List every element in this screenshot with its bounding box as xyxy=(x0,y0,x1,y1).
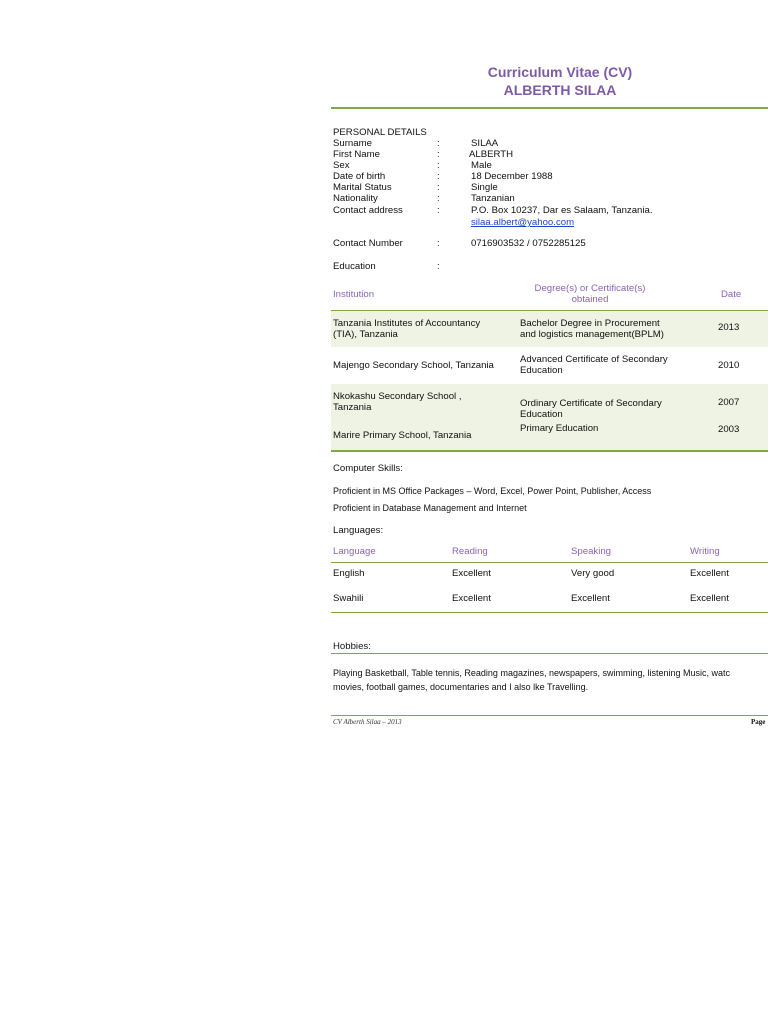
field-colon: : xyxy=(437,138,440,149)
edu-row-1-institution xyxy=(333,318,480,340)
field-value-first-name: ALBERTH xyxy=(469,149,514,160)
field-colon: : xyxy=(437,261,440,272)
field-value-surname: SILAA xyxy=(471,138,499,149)
field-value-dob: 18 December 1988 xyxy=(471,171,553,182)
edu-row-4-institution: Marire Primary School, Tanzania xyxy=(333,430,472,441)
hobbies-line-2: movies, football games, documentaries and I also lke Travelling. xyxy=(333,682,589,692)
field-value-sex: Male xyxy=(471,160,492,171)
edu-header-degree xyxy=(520,283,660,305)
edu-row-1-institution-line1: Tanzania Institutes of Accountancy xyxy=(333,318,481,329)
edu-row-3-institution xyxy=(333,391,462,413)
edu-row-2-degree-line1: Advanced Certificate of Secondary xyxy=(520,354,668,365)
lang-header-writing: Writing xyxy=(690,546,720,557)
edu-header-institution: Institution xyxy=(333,289,375,300)
edu-row-3-institution-line1: Nkokashu Secondary School , xyxy=(333,391,462,402)
email-link[interactable]: silaa.albert@yahoo.com xyxy=(471,217,575,228)
lang-row-2-writing: Excellent xyxy=(690,593,729,604)
field-value-address: P.O. Box 10237, Dar es Salaam, Tanzania. xyxy=(471,205,653,216)
education-label: Education xyxy=(333,261,376,272)
field-colon: : xyxy=(437,238,440,249)
field-colon: : xyxy=(437,205,440,216)
header-rule xyxy=(331,107,768,109)
lang-row-1-language: English xyxy=(333,568,365,579)
contact-number-label: Contact Number xyxy=(333,238,403,249)
computer-skills-heading: Computer Skills: xyxy=(333,463,403,474)
field-label-first-name: First Name xyxy=(333,149,380,160)
languages-heading: Languages: xyxy=(333,525,384,536)
edu-row-1-degree xyxy=(520,318,664,340)
edu-row-4-degree: Primary Education xyxy=(520,423,599,434)
field-value-marital: Single xyxy=(471,182,498,193)
field-label-sex: Sex xyxy=(333,160,350,171)
document-title: Curriculum Vitae (CV) xyxy=(487,64,633,80)
field-colon: : xyxy=(437,193,440,204)
field-colon: : xyxy=(437,171,440,182)
lang-row-1-speaking: Very good xyxy=(571,568,615,579)
field-value-nationality: Tanzanian xyxy=(471,193,515,204)
lang-row-1-writing: Excellent xyxy=(690,568,729,579)
field-colon: : xyxy=(437,182,440,193)
edu-row-3-degree xyxy=(520,398,662,420)
candidate-name: ALBERTH SILAA xyxy=(503,82,617,98)
edu-header-degree-line2: obtained xyxy=(571,294,609,305)
edu-row-2-degree xyxy=(520,354,668,376)
lang-row-1-reading: Excellent xyxy=(452,568,491,579)
field-colon: : xyxy=(437,160,440,171)
edu-row-2-date: 2010 xyxy=(718,360,740,371)
lang-header-speaking: Speaking xyxy=(571,546,612,557)
edu-row-3-institution-line2: Tanzania xyxy=(333,402,372,413)
lang-bottom-rule xyxy=(331,612,768,613)
edu-row-1-institution-line2: (TIA), Tanzania xyxy=(333,329,398,340)
skill-item-1: Proficient in MS Office Packages – Word, Excel, Power Point, Publisher, Access xyxy=(333,486,652,496)
edu-row-1-degree-line1: Bachelor Degree in Procurement xyxy=(520,318,660,329)
hobbies-heading: Hobbies: xyxy=(333,641,371,652)
edu-header-degree-line1: Degree(s) or Certificate(s) xyxy=(534,283,646,294)
field-label-address: Contact address xyxy=(333,205,403,216)
lang-header-language: Language xyxy=(333,546,376,557)
footer-left-text: CV Alberth Silaa – 2013 xyxy=(333,718,402,726)
edu-row-2-institution: Majengo Secondary School, Tanzania xyxy=(333,360,494,371)
edu-row-1-date: 2013 xyxy=(718,322,740,333)
hobbies-rule xyxy=(331,653,768,654)
edu-row-2-degree-line2: Education xyxy=(520,365,563,376)
field-colon: : xyxy=(437,149,440,160)
edu-row-1-degree-line2: and logistics management(BPLM) xyxy=(520,329,664,340)
field-label-nationality: Nationality xyxy=(333,193,378,204)
edu-row-3-degree-line1: Ordinary Certificate of Secondary xyxy=(520,398,662,409)
lang-row-2-speaking: Excellent xyxy=(571,593,610,604)
lang-row-2-reading: Excellent xyxy=(452,593,491,604)
footer-rule xyxy=(331,715,768,716)
lang-row-2-language: Swahili xyxy=(333,593,364,604)
skill-item-2: Proficient in Database Management and Internet xyxy=(333,503,527,513)
personal-details-heading: PERSONAL DETAILS xyxy=(333,127,427,138)
edu-row-4-date: 2003 xyxy=(718,424,740,435)
field-label-dob: Date of birth xyxy=(333,171,386,182)
edu-bottom-rule xyxy=(331,450,768,452)
footer-page-label: Page xyxy=(751,718,766,726)
edu-row-3-degree-line2: Education xyxy=(520,409,563,420)
contact-number-value: 0716903532 / 0752285125 xyxy=(471,238,586,249)
field-label-surname: Surname xyxy=(333,138,372,149)
edu-row-3-date: 2007 xyxy=(718,397,740,408)
lang-header-reading: Reading xyxy=(452,546,488,557)
lang-header-rule xyxy=(331,562,768,563)
hobbies-line-1: Playing Basketball, Table tennis, Reading magazines, newspapers, swimming, listening Music, watc xyxy=(333,668,731,678)
edu-header-date: Date xyxy=(721,289,742,300)
field-label-marital: Marital Status xyxy=(333,182,392,193)
